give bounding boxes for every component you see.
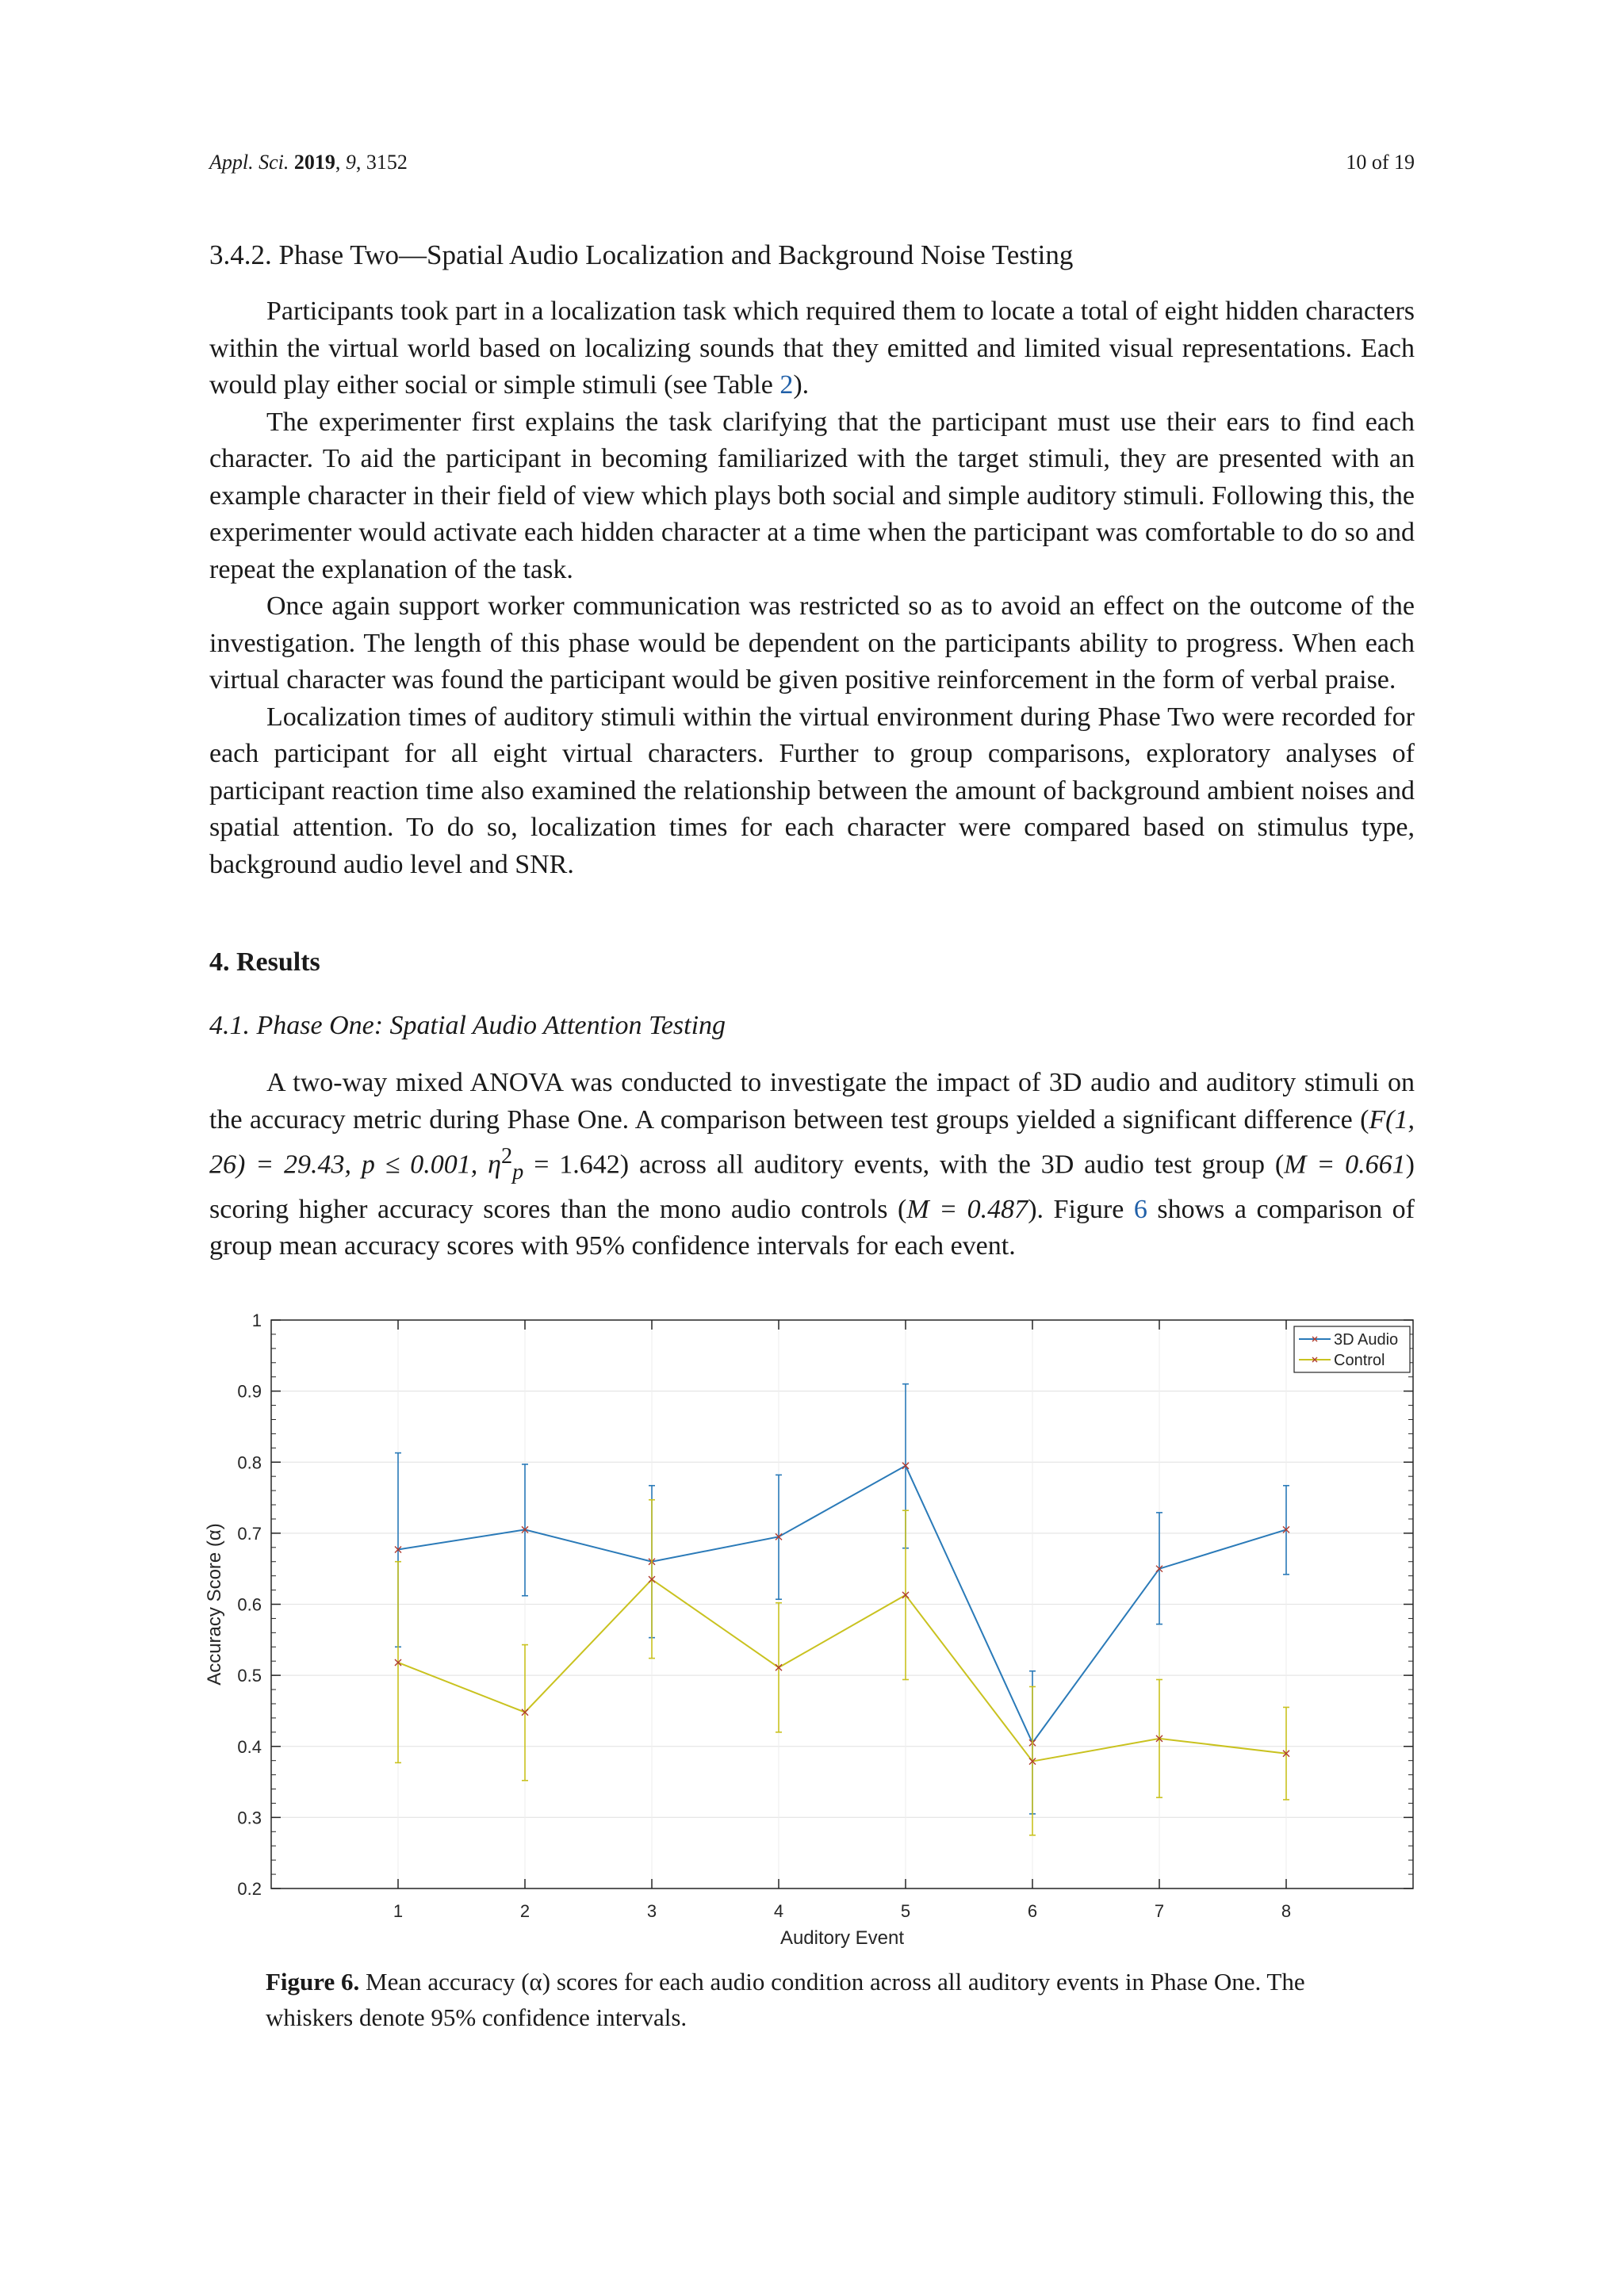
x-tick-label: 5 (900, 1901, 911, 1921)
table-ref-link[interactable]: 2 (779, 370, 794, 400)
journal-citation: Appl. Sci. 2019, 9, 3152 (209, 151, 408, 174)
subsection-title-41: 4.1. Phase One: Spatial Audio Attention Testing (209, 1011, 726, 1040)
x-tick-label: 7 (1154, 1901, 1165, 1921)
anova-stat: F(1, 26) = 29.43, p ≤ 0.001, η (209, 1104, 1415, 1180)
figure-6 (198, 1300, 1435, 1958)
x-axis-label: Auditory Event (779, 1927, 905, 1949)
journal-volume: 9 (345, 151, 356, 174)
y-tick-label: 0.4 (237, 1736, 262, 1757)
journal-year: 2019 (293, 151, 335, 174)
series-layer (395, 1384, 1289, 1835)
y-tick-label: 0.6 (237, 1594, 262, 1615)
y-tick-label: 0.7 (237, 1523, 262, 1544)
x-tick-label: 8 (1281, 1901, 1292, 1921)
subsection-title-342: 3.4.2. Phase Two—Spatial Audio Localization and Background Noise Testing (209, 239, 1074, 270)
y-tick-label: 0.9 (237, 1381, 262, 1402)
y-axis-label: Accuracy Score (α) (204, 1523, 225, 1686)
series-line (398, 1579, 1286, 1761)
grid-lines (271, 1320, 1413, 1888)
paragraph: Once again support worker communication was restricted so as to avoid an effect on the outcome of the investigation. The length of this phase would be dependent on the participants ability to progress. When each virtual character was found the participant would be given positive reinforcement in the form of verbal praise. (209, 591, 1415, 695)
paragraph: Participants took part in a localization task which required them to locate a total of eight hidden characters within the virtual world based on localizing sounds that they emitted and limited visual representations. Each would play either social or simple stimuli (see Table 2). (209, 297, 1415, 400)
mean-control: M = 0.487 (906, 1194, 1028, 1224)
paragraph: A two-way mixed ANOVA was conducted to investigate the impact of 3D audio and auditory stimuli on the accuracy metric during Phase One. A comparison between test groups yielded a significant difference (F(1, 26) = 29.43, p ≤ 0.001, $\eta^2_p = 1.642$) across all auditory events, with the 3D audio test group (M = 0.661) scoring higher accuracy scores than the mono audio controls (M = 0.487). Figure 6 shows a comparison of group mean accuracy scores with 95% confidence intervals for each event. (209, 1068, 1415, 1261)
page-header (209, 151, 1415, 182)
y-tick-label: 0.2 (237, 1879, 262, 1899)
page-number: 10 of 19 (1346, 151, 1415, 174)
caption-text: Mean accuracy (α) scores for each audio condition across all auditory events in Phase One. The whiskers denote 95% confidence intervals. (266, 1968, 1305, 2031)
series-control (395, 1500, 1289, 1835)
y-tick-label: 0.8 (237, 1452, 262, 1473)
x-tick-label: 6 (1027, 1901, 1038, 1921)
x-tick-label: 1 (393, 1901, 404, 1921)
paragraph: The experimenter first explains the task clarifying that the participant must use their ears to find each character. To aid the participant in becoming familiarized with the target stimuli, they are presented with an example character in their field of view which plays both social and simple auditory stimuli. Following this, the experimenter would activate each hidden character at a time when the participant was comfortable to do so and repeat the explanation of the task. (209, 407, 1415, 584)
section-41-body (209, 1065, 1415, 1265)
mean-3d: M = 0.661 (1284, 1150, 1406, 1180)
paragraph: Localization times of auditory stimuli within the virtual environment during Phase Two were recorded for each participant for all eight virtual characters. Further to group comparisons, exploratory analyses of participant reaction time also examined the relationship between the amount of background ambient noises and spatial attention. To do so, localization times for each character were compared based on stimulus type, background audio level and SNR. (209, 702, 1415, 879)
section-342-body (209, 293, 1415, 883)
article-number: 3152 (366, 151, 408, 174)
axis-ticks (237, 1311, 1413, 1921)
y-tick-label: 0.5 (237, 1666, 262, 1686)
figure-ref-link[interactable]: 6 (1133, 1194, 1147, 1224)
section-title-results: 4. Results (209, 947, 320, 977)
figure-caption (266, 1964, 1376, 2035)
journal-name: Appl. Sci. (209, 151, 289, 174)
x-tick-label: 3 (646, 1901, 657, 1921)
legend-label: Control (1334, 1352, 1385, 1369)
accuracy-chart (198, 1300, 1435, 1958)
y-tick-label: 1 (251, 1311, 262, 1330)
y-tick-label: 0.3 (237, 1808, 262, 1828)
series-3d-audio (395, 1384, 1289, 1814)
chart-legend (1294, 1326, 1410, 1372)
legend-label: 3D Audio (1334, 1331, 1399, 1349)
x-tick-label: 2 (519, 1901, 530, 1921)
x-tick-label: 4 (773, 1901, 784, 1921)
figure-label: Figure 6. (266, 1968, 360, 1996)
